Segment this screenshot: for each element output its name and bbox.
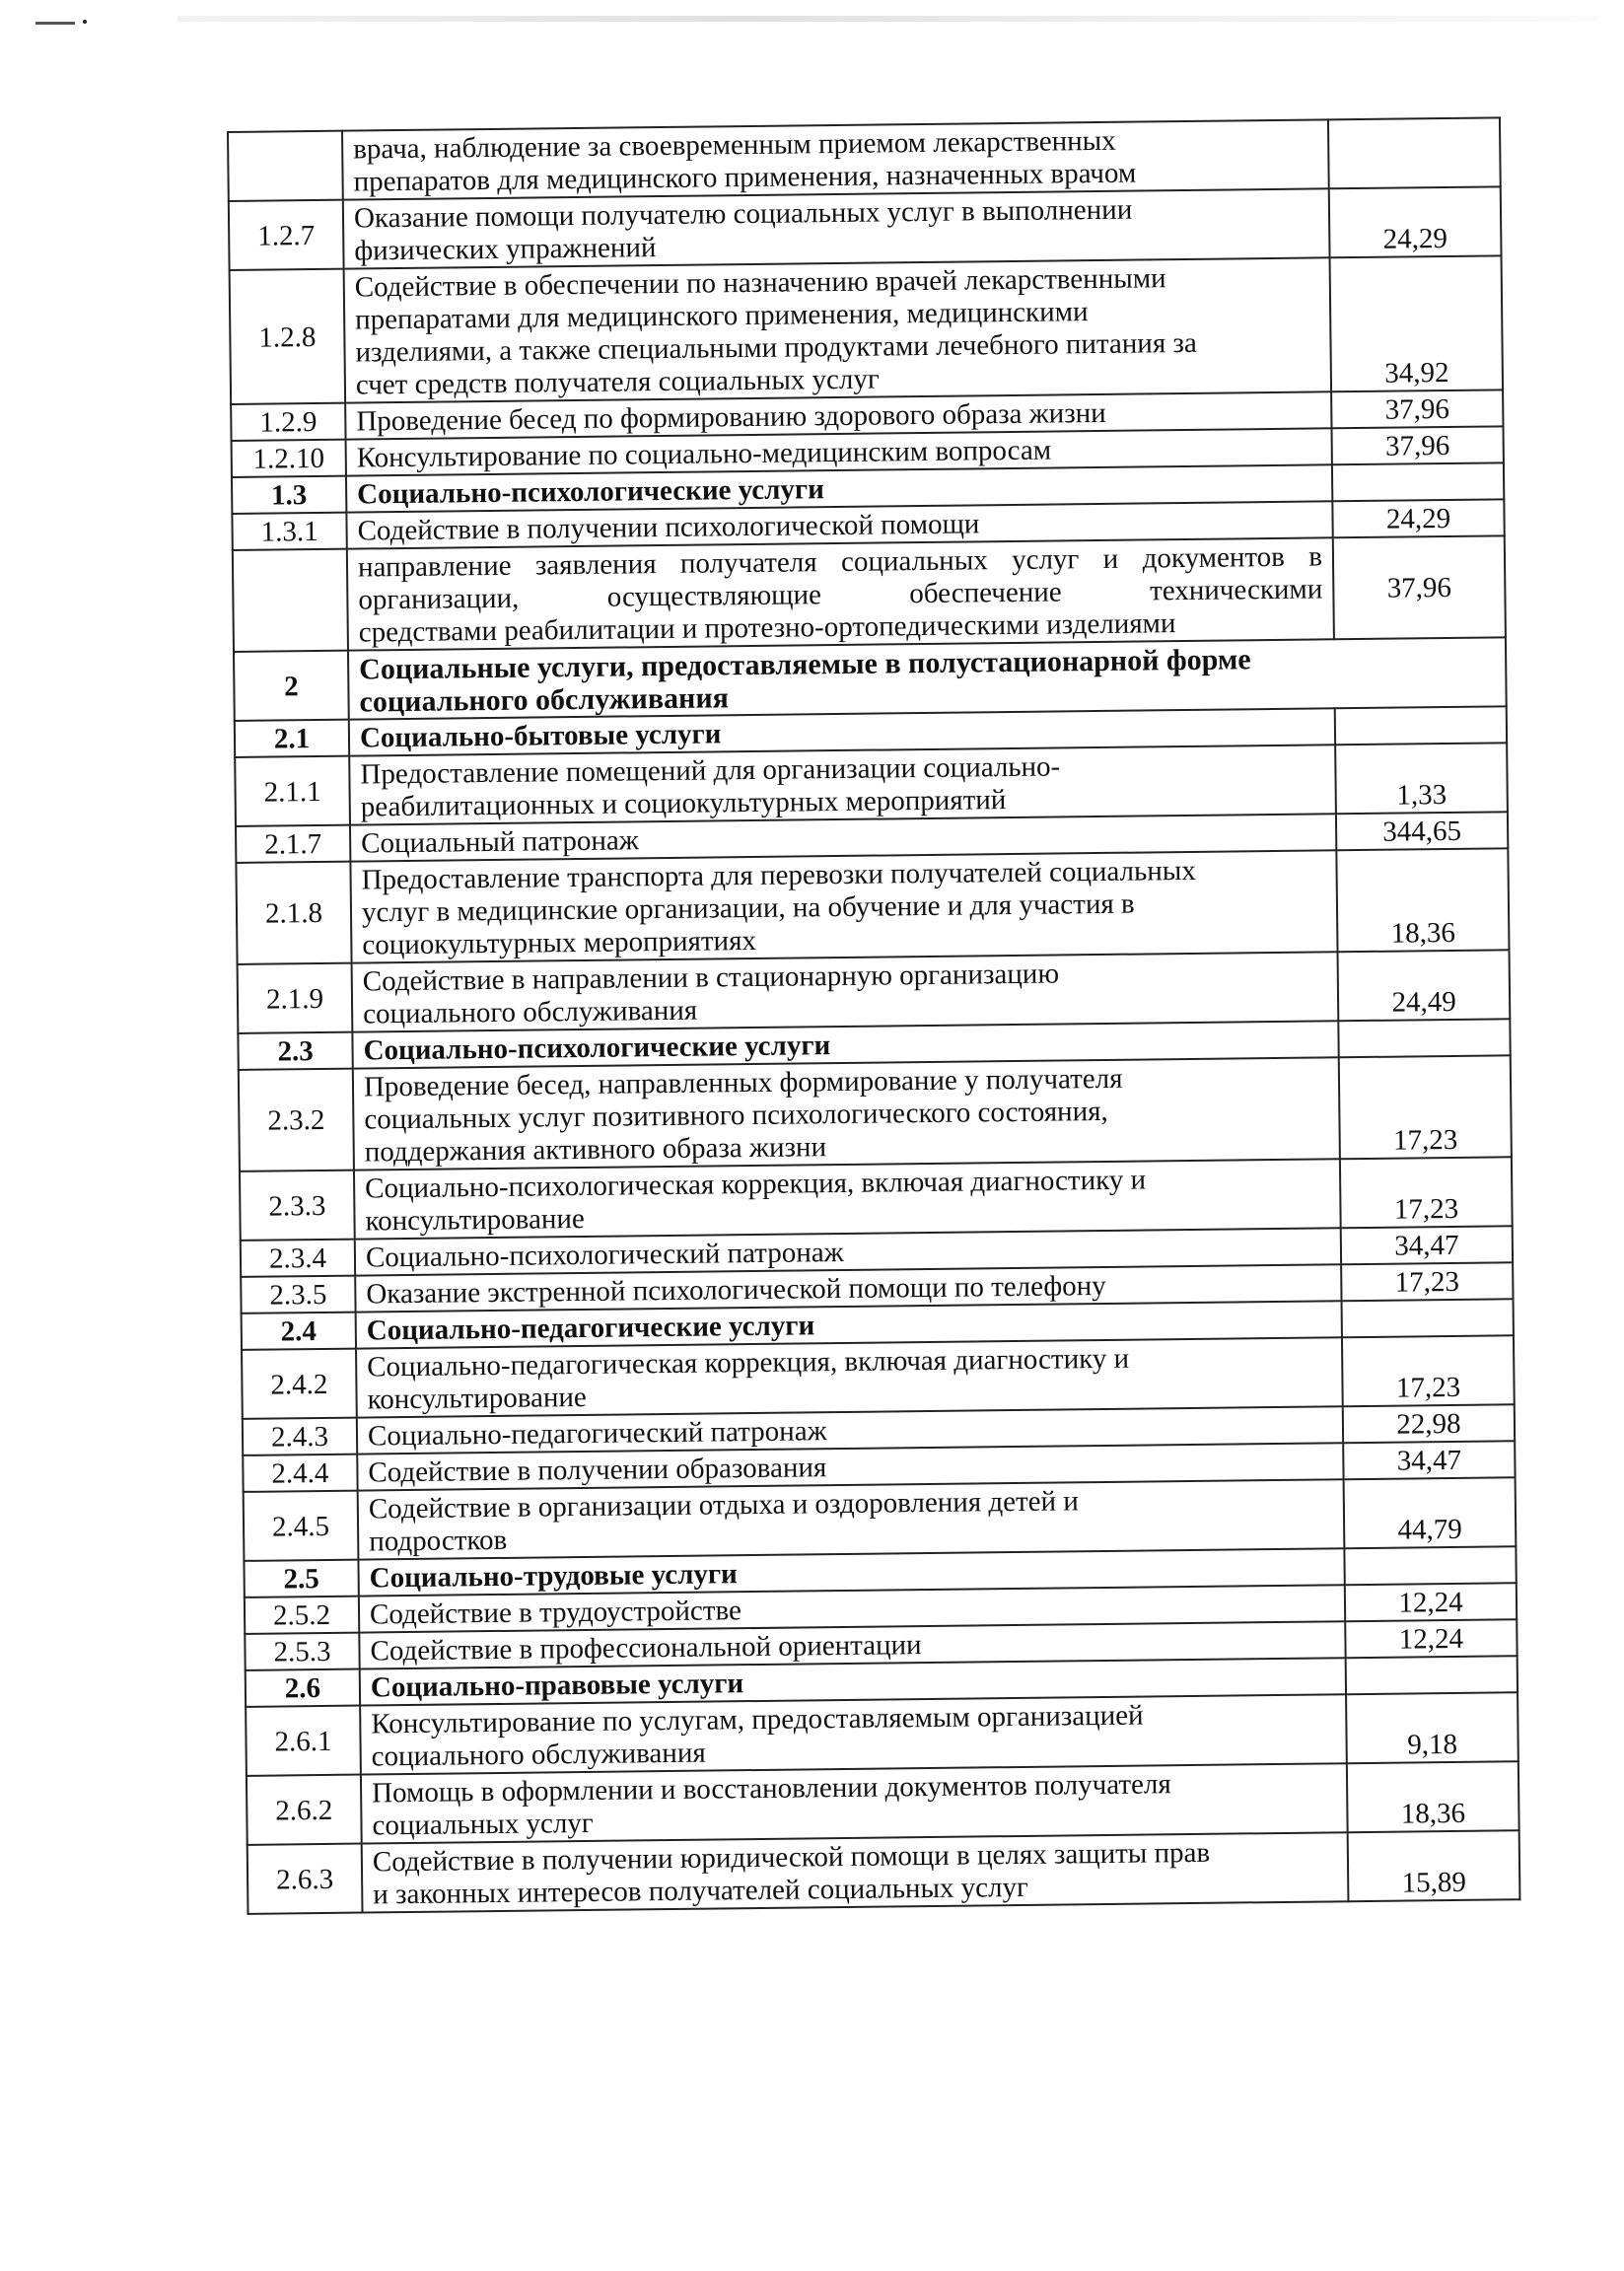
service-price: 17,23: [1342, 1335, 1515, 1406]
service-price: [1346, 1656, 1518, 1694]
service-name-line: Содействие в организации отдыха и оздоровления детей и: [368, 1485, 1080, 1526]
service-name: [347, 537, 1334, 650]
service-price: 24,49: [1338, 950, 1511, 1021]
row-number: 2.6.1: [246, 1706, 361, 1776]
service-name-line: Консультирование по социально-медицинским вопросам: [356, 434, 1052, 474]
service-price: [1332, 462, 1504, 501]
service-name-line: консультирование: [367, 1381, 588, 1416]
service-price: [1328, 117, 1501, 188]
service-name-line: Консультирование по услугам, предоставляемым организацией: [371, 1699, 1144, 1740]
service-name-line: социального обслуживания: [362, 994, 698, 1030]
row-number: 2.4: [242, 1313, 356, 1350]
service-name-line: препаратов для медицинского применения, назначенных врачом: [353, 157, 1137, 198]
service-name-line: Социально-психологическая коррекция, включая диагностику и: [364, 1164, 1147, 1205]
service-name-line: социальных услуг: [372, 1807, 594, 1842]
row-number: 2.3.3: [240, 1171, 355, 1241]
service-price: 37,96: [1331, 390, 1503, 428]
service-name: [353, 1057, 1340, 1170]
service-name-line: счет средств получателя социальных услуг: [355, 363, 880, 401]
service-name-line: Социально-психологические услуги: [363, 1029, 831, 1067]
service-price: 24,29: [1332, 499, 1504, 537]
row-number: 2.6.2: [247, 1775, 362, 1845]
service-name: [362, 1832, 1349, 1912]
service-name-line: Социально-педагогическая коррекция, включая диагностику и: [367, 1342, 1130, 1384]
row-number: 2.1: [235, 720, 349, 757]
service-price: 17,23: [1341, 1262, 1513, 1301]
service-name-line: Предоставление помещений для организации социально-: [360, 750, 1061, 791]
row-number: 1.2.7: [229, 200, 344, 270]
service-name-line: препаратами для медицинского применения, медицинскими: [354, 296, 1089, 336]
row-number: [233, 549, 348, 652]
service-name-line: Проведение бесед, направленных формирование у получателя: [363, 1062, 1123, 1103]
row-number: 2: [234, 651, 349, 721]
service-name-line: Оказание помощи получателю социальных услуг в выполнении: [353, 193, 1133, 235]
service-name-line: подростков: [369, 1524, 508, 1558]
row-number: 2.5.3: [245, 1633, 359, 1670]
service-price: 37,96: [1333, 535, 1506, 639]
service-name-line: Предоставление транспорта для перевозки получателей социальных: [361, 854, 1196, 896]
service-price: 12,24: [1345, 1619, 1517, 1658]
service-name-line: Содействие в профессиональной ориентации: [370, 1629, 922, 1668]
service-price: [1344, 1546, 1516, 1585]
service-price: 37,96: [1331, 426, 1503, 464]
services-tariff-table: [227, 116, 1520, 1915]
service-name: [356, 1337, 1343, 1417]
service-name-line: Содействие в получении образования: [368, 1452, 827, 1489]
service-name-line: социального обслуживания: [371, 1737, 706, 1773]
service-name-line: Социально-правовые услуги: [370, 1668, 744, 1704]
service-name-line: направление заявления получателя социальных услуг и документов в: [357, 540, 1323, 584]
document-page: [227, 116, 1518, 1915]
scan-mark: [35, 22, 75, 25]
service-price: 12,24: [1345, 1583, 1517, 1621]
row-number: 2.1.8: [236, 862, 351, 964]
service-name: [343, 188, 1330, 268]
service-name-line: Социальный патронаж: [361, 824, 639, 860]
table-body: [228, 117, 1519, 1914]
row-number: 1.2.9: [231, 403, 345, 441]
service-name-line: организации, осуществляющие обеспечение техническими: [358, 573, 1323, 616]
service-name-line: Содействие в получении психологической помощи: [357, 508, 980, 547]
row-number: 2.4.3: [243, 1418, 357, 1455]
service-price: 18,36: [1347, 1761, 1519, 1832]
row-number: 1.2.8: [230, 269, 346, 404]
row-number: 2.1.1: [235, 756, 350, 826]
service-price: 15,89: [1348, 1830, 1520, 1901]
service-price: 44,79: [1344, 1477, 1517, 1548]
service-name: [361, 1763, 1348, 1843]
service-name-line: консультирование: [365, 1202, 585, 1238]
row-number: 2.3.4: [241, 1240, 355, 1277]
service-name: [342, 119, 1329, 199]
service-name-line: реабилитационных и социокультурных мероприятий: [360, 784, 1007, 823]
row-number: 2.3: [238, 1032, 352, 1070]
row-number: 2.4.2: [242, 1349, 357, 1419]
service-price: 17,23: [1340, 1157, 1513, 1228]
service-price: 34,92: [1330, 255, 1504, 391]
service-name: [358, 1479, 1345, 1559]
service-name: [360, 1694, 1347, 1774]
row-number: 1.2.10: [232, 440, 346, 477]
table-row: [247, 1830, 1520, 1914]
row-number: 2.3.2: [239, 1069, 354, 1171]
row-number: 2.5.2: [245, 1597, 359, 1634]
service-name-line: социокультурных мероприятиях: [362, 924, 757, 961]
service-price: 9,18: [1346, 1692, 1518, 1763]
service-price: [1338, 1019, 1510, 1057]
service-name-line: услуг в медицинские организации, на обучение и для участия в: [361, 887, 1135, 929]
row-number: 2.4.4: [243, 1455, 357, 1492]
service-name-line: Оказание экстренной психологической помощи по телефону: [366, 1269, 1106, 1311]
service-name-line: врача, наблюдение за своевременным приемом лекарственных: [353, 124, 1116, 166]
row-number: 1.3: [232, 476, 346, 514]
service-price: [1342, 1299, 1514, 1337]
service-name-line: Проведение бесед по формированию здорового образа жизни: [356, 396, 1106, 438]
service-name-line: социальных услуг позитивного психологического состояния,: [364, 1095, 1108, 1136]
service-name-line: Содействие в получении юридической помощи в целях защиты прав: [372, 1836, 1211, 1879]
service-name-line: Социально-педагогические услуги: [366, 1310, 815, 1347]
service-name-line: Социально-педагогический патронаж: [367, 1415, 827, 1453]
service-name: [354, 1159, 1341, 1239]
row-number: 2.3.5: [241, 1276, 355, 1313]
service-name: [348, 637, 1507, 719]
service-name-line: изделиями, а также специальными продуктами лечебного питания за: [355, 326, 1197, 369]
service-name-line: Содействие в обеспечении по назначению врачей лекарственными: [354, 262, 1166, 304]
row-number: 2.5: [244, 1560, 358, 1597]
table-row: [236, 848, 1509, 964]
service-price: 34,47: [1343, 1441, 1515, 1479]
row-number: 1.3.1: [232, 513, 346, 550]
row-number: 2.6: [246, 1669, 360, 1707]
service-name-line: Содействие в трудоустройстве: [369, 1595, 742, 1631]
service-price: 22,98: [1343, 1404, 1515, 1443]
row-number: 2.1.9: [238, 963, 353, 1033]
table-row: [239, 1055, 1512, 1171]
scan-edge-artifact: [177, 16, 1597, 22]
service-name-line: Помощь в оформлении и восстановлении документов получателя: [371, 1768, 1171, 1810]
service-name: [352, 952, 1339, 1031]
service-price: [1335, 706, 1507, 745]
row-number: 2.4.5: [244, 1491, 359, 1561]
service-price: 24,29: [1329, 186, 1502, 257]
row-number: 2.1.7: [236, 825, 350, 863]
service-name-line: Содействие в направлении в стационарную организацию: [362, 958, 1060, 998]
service-name: [349, 745, 1336, 824]
service-name-line: Социально-бытовые услуги: [359, 718, 722, 754]
service-name-line: средствами реабилитации и протезно-ортопедическими изделиями: [358, 607, 1176, 649]
service-name-line: Социальные услуги, предоставляемые в полустационарной форме: [359, 643, 1251, 686]
service-price: 344,65: [1336, 812, 1508, 850]
service-price: 18,36: [1336, 848, 1509, 952]
service-name: [344, 257, 1331, 402]
scan-mark: [83, 20, 87, 24]
service-name: [350, 850, 1337, 962]
service-name-line: Социально-психологический патронаж: [365, 1236, 844, 1274]
service-price: 34,47: [1341, 1226, 1513, 1264]
service-name-line: Социально-трудовые услуги: [369, 1558, 738, 1595]
service-name-line: социального обслуживания: [359, 681, 730, 719]
table-row: [233, 535, 1506, 652]
service-price: 17,23: [1339, 1055, 1512, 1159]
service-name-line: Социально-психологические услуги: [357, 473, 825, 511]
service-name-line: поддержания активного образа жизни: [364, 1131, 827, 1169]
row-number: [228, 131, 343, 201]
row-number: 2.6.3: [247, 1844, 363, 1914]
service-price: 1,33: [1335, 743, 1508, 814]
table-row: [230, 255, 1503, 404]
service-name-line: и законных интересов получателей социальных услуг: [373, 1871, 1029, 1911]
service-name-line: физических упражнений: [354, 232, 657, 267]
